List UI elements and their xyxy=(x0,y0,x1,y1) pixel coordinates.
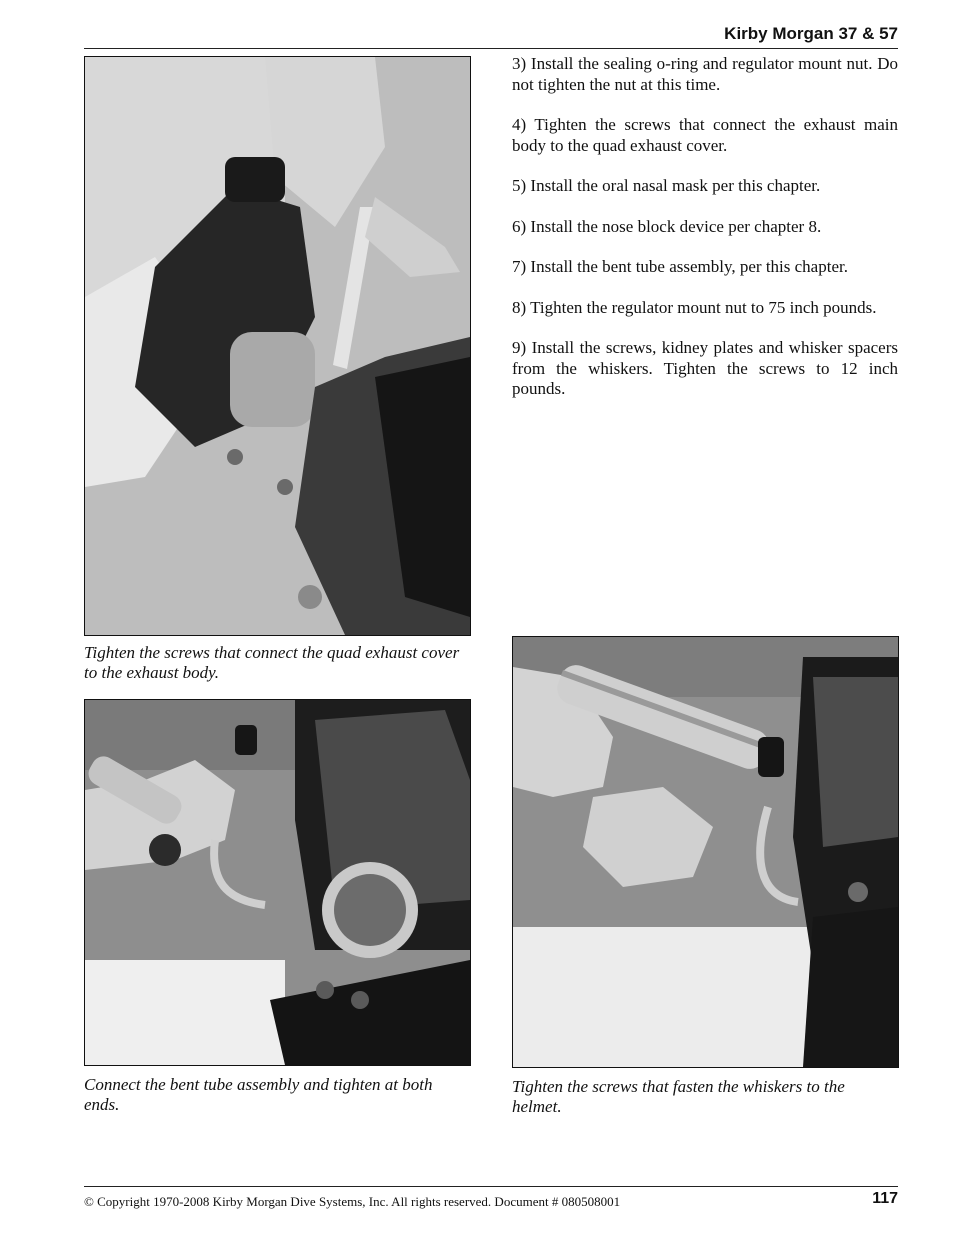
photo-bent-tube xyxy=(84,699,471,1066)
page-number: 117 xyxy=(872,1190,898,1207)
footer-divider xyxy=(84,1186,898,1187)
instruction-steps xyxy=(512,54,898,420)
photo-whisker-screws xyxy=(512,636,899,1068)
photo-whisker-screws-illustration xyxy=(513,637,898,1067)
step-item: 7) Install the bent tube assembly, per this chapter. xyxy=(512,257,848,276)
copyright-notice: © Copyright 1970-2008 Kirby Morgan Dive Systems, Inc. All rights reserved. Document # 080508001 xyxy=(84,1194,621,1209)
step-item: 9) Install the screws, kidney plates and whisker spacers from the whiskers. Tighten the screws to 12 inch pounds. xyxy=(512,338,898,398)
step-item: 3) Install the sealing o-ring and regulator mount nut. Do not tighten the nut at this time. xyxy=(512,54,898,94)
step-item: 5) Install the oral nasal mask per this chapter. xyxy=(512,176,821,195)
photo-exhaust-screws xyxy=(84,56,471,636)
header-divider xyxy=(84,48,898,49)
step-item: 8) Tighten the regulator mount nut to 75 inch pounds. xyxy=(512,297,877,317)
figure-caption: Tighten the screws that fasten the whiskers to the helmet. xyxy=(512,1077,845,1116)
document-title: Kirby Morgan 37 & 57 xyxy=(724,24,898,43)
step-item: 4) Tighten the screws that connect the exhaust main body to the quad exhaust cover. xyxy=(512,115,898,155)
photo-exhaust-screws-illustration xyxy=(85,57,470,635)
figure-caption: Connect the bent tube assembly and tighten at both ends. xyxy=(84,1075,433,1114)
photo-bent-tube-illustration xyxy=(85,700,470,1065)
step-item: 6) Install the nose block device per chapter 8. xyxy=(512,216,822,236)
figure-caption: Tighten the screws that connect the quad exhaust cover to the exhaust body. xyxy=(84,643,460,682)
